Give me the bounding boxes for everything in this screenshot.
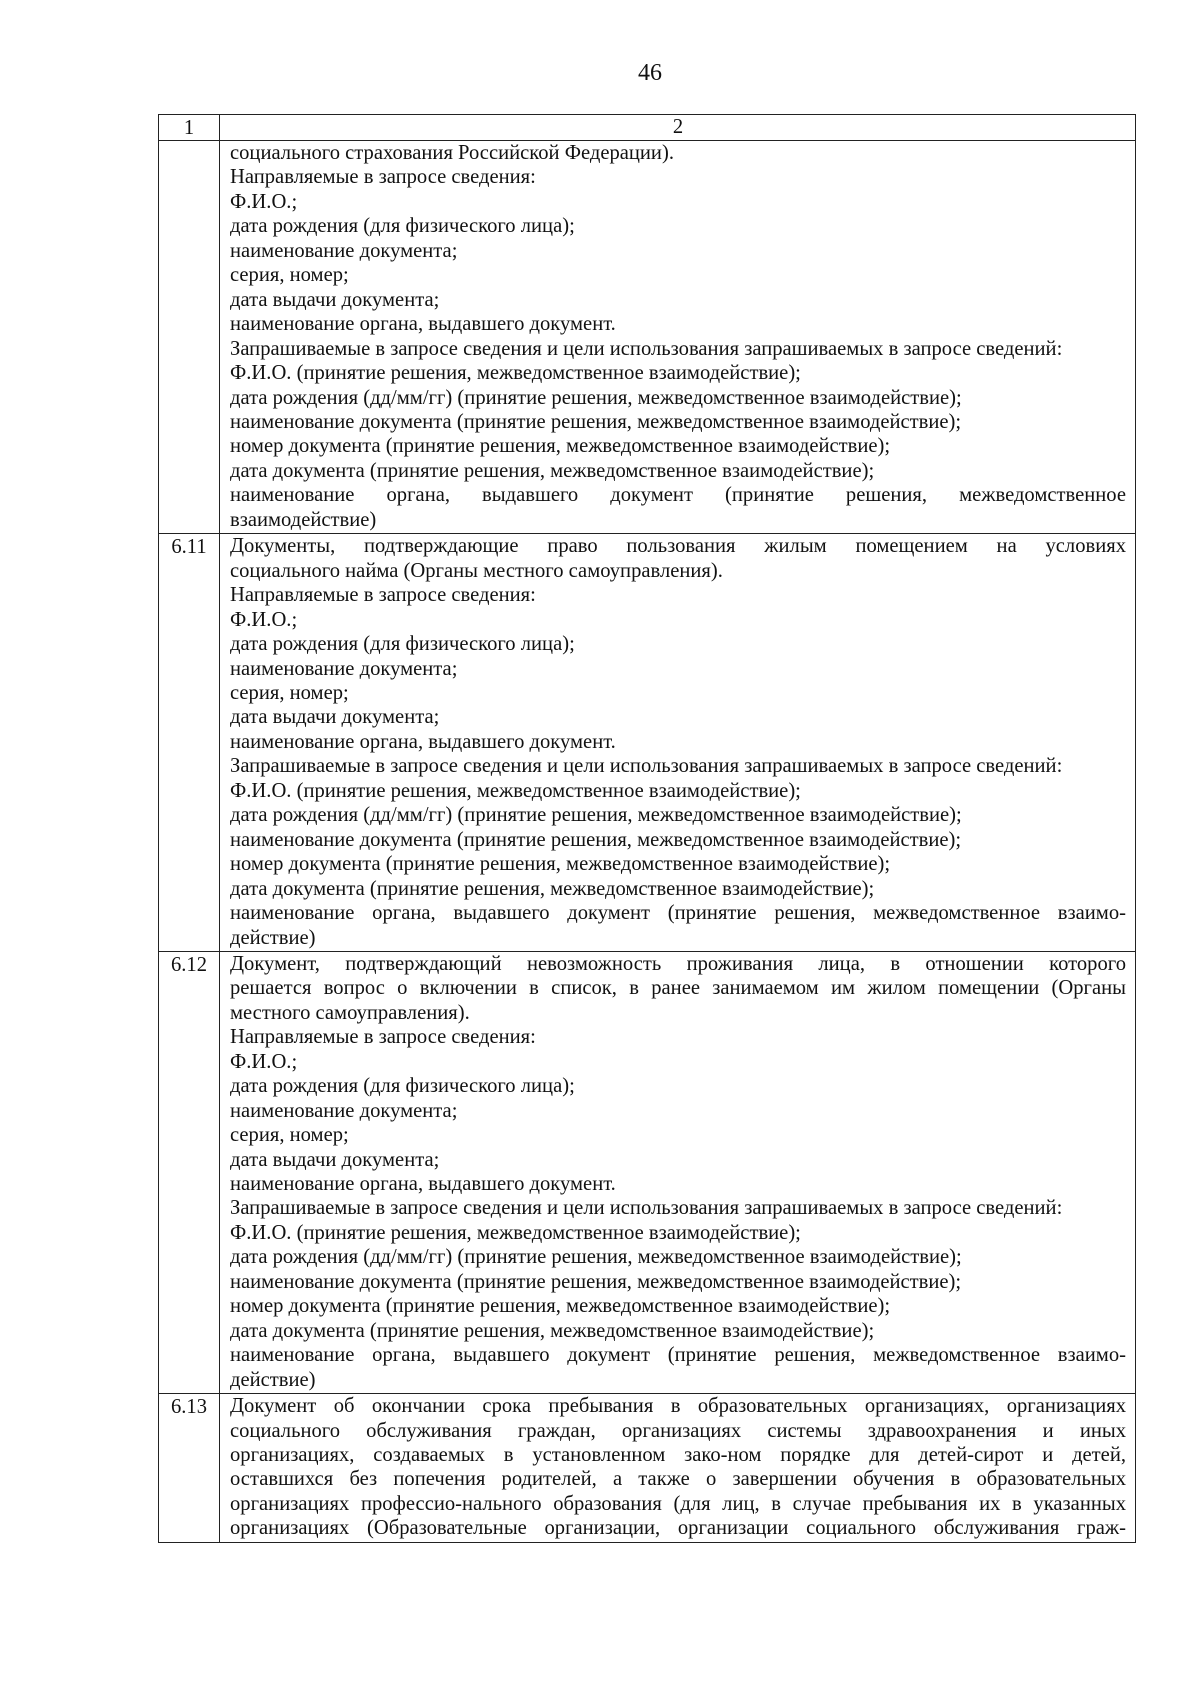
text-line: серия, номер; — [230, 681, 349, 704]
row-content — [220, 1394, 1136, 1543]
text-line: наименование органа, выдавшего документ. — [230, 1173, 616, 1196]
text-line: Запрашиваемые в запросе сведения и цели использования запрашиваемых в запросе сведений: — [230, 337, 1063, 360]
text-line: Запрашиваемые в запросе сведения и цели использования запрашиваемых в запросе сведений: — [230, 1197, 1063, 1220]
text-line: организациях, создаваемых в установленном зако-ном порядке для детей-сирот и детей, — [230, 1444, 1126, 1467]
text-line: дата рождения (для физического лица); — [230, 633, 575, 656]
text-line: наименование документа (принятие решения, межведомственное взаимодействие); — [230, 410, 962, 433]
text-line: дата рождения (дд/мм/гг) (принятие решения, межведомственное взаимодействие); — [230, 386, 962, 409]
row-content — [220, 951, 1136, 1393]
text-line: Ф.И.О. (принятие решения, межведомственное взаимодействие); — [230, 1221, 801, 1244]
text-line: наименование документа (принятие решения, межведомственное взаимодействие); — [230, 1270, 962, 1293]
table-row — [159, 534, 1136, 952]
row-number: 6.12 — [159, 951, 220, 1393]
row-number — [159, 141, 220, 534]
text-line: решается вопрос о включении в список, в ранее занимаемом им жилом помещении (Органы — [230, 977, 1126, 1000]
text-line: серия, номер; — [230, 1124, 349, 1147]
text-line: оставшихся без попечения родителей, а также о завершении обучения в образовательных — [230, 1468, 1126, 1491]
text-line: номер документа (принятие решения, межведомственное взаимодействие); — [230, 1295, 891, 1318]
text-line: Запрашиваемые в запросе сведения и цели использования запрашиваемых в запросе сведений: — [230, 755, 1063, 778]
row-number: 6.13 — [159, 1394, 220, 1543]
text-line: дата документа (принятие решения, межведомственное взаимодействие); — [230, 1319, 875, 1342]
text-line: действие) — [230, 1368, 316, 1391]
text-line: номер документа (принятие решения, межведомственное взаимодействие); — [230, 853, 891, 876]
text-line: Ф.И.О. (принятие решения, межведомственное взаимодействие); — [230, 362, 801, 385]
text-line: дата рождения (для физического лица); — [230, 215, 575, 238]
text-line: Документ об окончании срока пребывания в образовательных организациях, организациях — [230, 1395, 1126, 1418]
header-col-1: 1 — [159, 115, 220, 141]
table-header-row — [159, 115, 1136, 141]
text-line: взаимодействие) — [230, 508, 377, 531]
text-line: Документ, подтверждающий невозможность проживания лица, в отношении которого — [230, 952, 1126, 975]
text-line: Направляемые в запросе сведения: — [230, 166, 536, 189]
page-number: 46 — [638, 60, 662, 86]
text-line: дата рождения (дд/мм/гг) (принятие решения, межведомственное взаимодействие); — [230, 804, 962, 827]
text-line: дата выдачи документа; — [230, 706, 440, 729]
text-line: дата документа (принятие решения, межведомственное взаимодействие); — [230, 877, 875, 900]
text-line: организациях (Образовательные организации, организации социального обслуживания граж- — [230, 1517, 1126, 1540]
text-line: дата рождения (для физического лица); — [230, 1075, 575, 1098]
text-line: наименование органа, выдавшего документ (принятие решения, межведомственное взаимо- — [230, 902, 1126, 925]
text-line: наименование документа; — [230, 239, 458, 262]
text-line: наименование документа; — [230, 1099, 458, 1122]
text-line: дата рождения (дд/мм/гг) (принятие решения, межведомственное взаимодействие); — [230, 1246, 962, 1269]
text-line: Направляемые в запросе сведения: — [230, 1026, 536, 1049]
text-line: наименование органа, выдавшего документ. — [230, 730, 616, 753]
table-row — [159, 951, 1136, 1393]
row-content — [220, 141, 1136, 534]
text-line: Ф.И.О.; — [230, 190, 298, 213]
text-line: дата выдачи документа; — [230, 288, 440, 311]
text-line: номер документа (принятие решения, межведомственное взаимодействие); — [230, 435, 891, 458]
document-table — [158, 114, 1136, 1543]
header-col-2: 2 — [220, 115, 1136, 141]
text-line: дата выдачи документа; — [230, 1148, 440, 1171]
row-content — [220, 534, 1136, 952]
text-line: социального найма (Органы местного самоуправления). — [230, 559, 723, 582]
text-line: наименование документа; — [230, 657, 458, 680]
text-line: наименование документа (принятие решения, межведомственное взаимодействие); — [230, 828, 962, 851]
text-line: социального обслуживания граждан, организациях системы здравоохранения и иных — [230, 1419, 1126, 1442]
text-line: Ф.И.О.; — [230, 608, 298, 631]
text-line: социального страхования Российской Федерации). — [230, 142, 674, 164]
text-line: Ф.И.О. (принятие решения, межведомственное взаимодействие); — [230, 779, 801, 802]
table-row — [159, 141, 1136, 534]
table-row — [159, 1394, 1136, 1543]
row-number: 6.11 — [159, 534, 220, 952]
text-line: Документы, подтверждающие право пользования жилым помещением на условиях — [230, 535, 1126, 558]
text-line: дата документа (принятие решения, межведомственное взаимодействие); — [230, 459, 875, 482]
text-line: наименование органа, выдавшего документ (принятие решения, межведомственное — [230, 484, 1126, 507]
text-line: организациях профессио-нального образования (для лиц, в случае пребывания их в указанных — [230, 1492, 1126, 1515]
text-line: действие) — [230, 926, 316, 949]
text-line: серия, номер; — [230, 264, 349, 287]
text-line: наименование органа, выдавшего документ (принятие решения, межведомственное взаимо- — [230, 1344, 1126, 1367]
text-line: наименование органа, выдавшего документ. — [230, 313, 616, 336]
text-line: Направляемые в запросе сведения: — [230, 584, 536, 607]
text-line: Ф.И.О.; — [230, 1050, 298, 1073]
text-line: местного самоуправления). — [230, 1001, 470, 1024]
